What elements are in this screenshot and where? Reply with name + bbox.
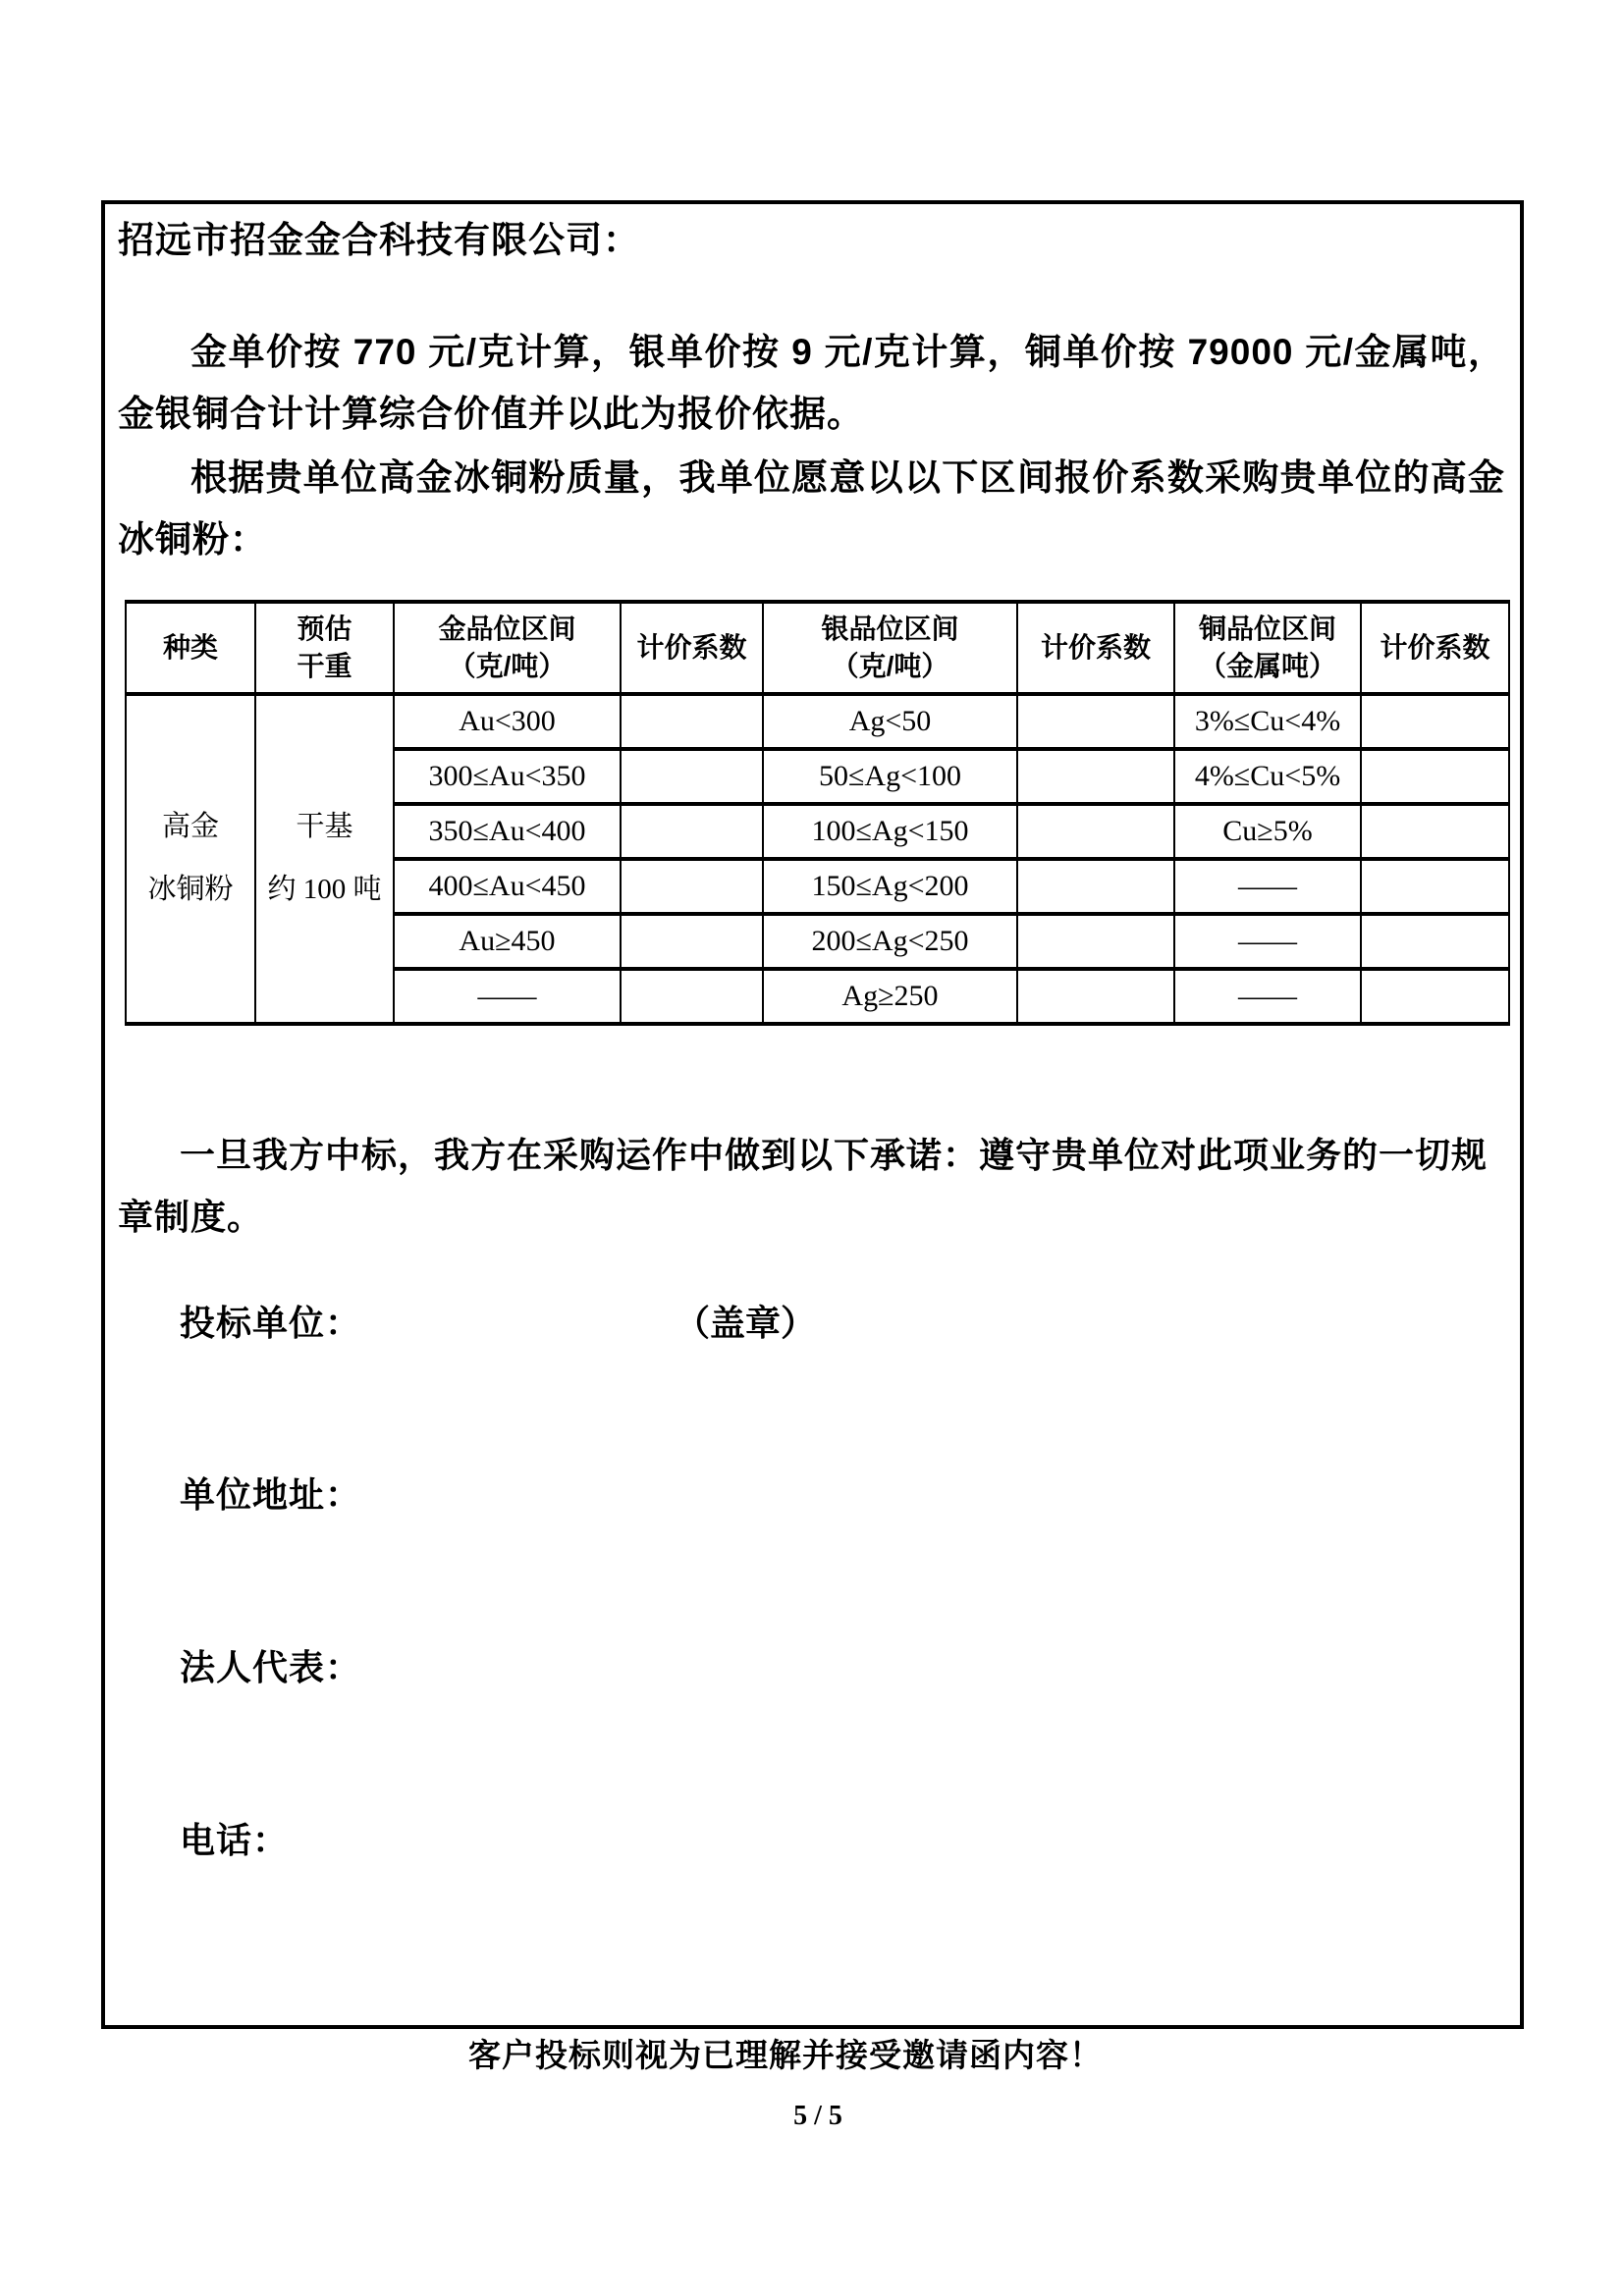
cell-gold-range: 400≤Au<450 [394, 859, 621, 914]
cell-copper-range: 4%≤Cu<5% [1174, 749, 1361, 804]
col-header-copper-coefficient: 计价系数 [1361, 602, 1509, 694]
cell-silver-range: 100≤Ag<150 [763, 804, 1017, 859]
cell-copper-range: —— [1174, 859, 1361, 914]
cell-silver-coef [1017, 914, 1174, 969]
cell-copper-coef [1361, 749, 1509, 804]
cell-copper-range: —— [1174, 969, 1361, 1024]
cell-dry-weight: 干基 约 100 吨 [255, 694, 394, 1024]
bidder-unit-label: 投标单位： [180, 1303, 362, 1343]
col-header-silver-coefficient: 计价系数 [1017, 602, 1174, 694]
cell-gold-range: 350≤Au<400 [394, 804, 621, 859]
cell-gold-range: Au<300 [394, 694, 621, 749]
table-row [126, 694, 1509, 749]
col-header-est-dry-weight: 预估 干重 [255, 602, 394, 694]
cell-silver-coef [1017, 749, 1174, 804]
col-header-silver-grade-range: 银品位区间 （克/吨） [763, 602, 1017, 694]
table-header-row [126, 602, 1509, 694]
cell-silver-range: Ag≥250 [763, 969, 1017, 1024]
cell-copper-coef [1361, 804, 1509, 859]
cell-silver-range: 50≤Ag<100 [763, 749, 1017, 804]
cell-silver-coef [1017, 804, 1174, 859]
cell-gold-coef [621, 859, 763, 914]
recipient-company: 招远市招金金合科技有限公司： [118, 220, 640, 260]
cell-copper-coef [1361, 914, 1509, 969]
page-number: 5 / 5 [793, 2101, 842, 2131]
cell-silver-coef [1017, 694, 1174, 749]
quote-intro-paragraph: 根据贵单位高金冰铜粉质量，我单位愿意以以下区间报价系数采购贵单位的高金冰铜粉： [118, 457, 1505, 560]
cell-gold-coef [621, 969, 763, 1024]
legal-representative-label: 法人代表： [180, 1647, 362, 1687]
cell-gold-coef [621, 694, 763, 749]
cell-silver-range: 200≤Ag<250 [763, 914, 1017, 969]
unit-address-label: 单位地址： [180, 1474, 362, 1515]
cell-silver-coef [1017, 969, 1174, 1024]
cell-gold-range: —— [394, 969, 621, 1024]
cell-copper-coef [1361, 969, 1509, 1024]
cell-silver-range: 150≤Ag<200 [763, 859, 1017, 914]
cell-copper-range: 3%≤Cu<4% [1174, 694, 1361, 749]
pricing-coefficient-table [125, 600, 1510, 1026]
cell-gold-coef [621, 914, 763, 969]
footer-note: 客户投标则视为已理解并接受邀请函内容！ [468, 2037, 1103, 2073]
cell-category: 高金 冰铜粉 [126, 694, 255, 1024]
cell-gold-range: 300≤Au<350 [394, 749, 621, 804]
cell-gold-coef [621, 749, 763, 804]
pricing-paragraph: 金单价按 770 元/克计算，银单价按 9 元/克计算，铜单价按 79000 元/金属吨，金银铜合计计算综合价值并以此为报价依据。 [118, 332, 1505, 434]
cell-silver-coef [1017, 859, 1174, 914]
cell-copper-range: Cu≥5% [1174, 804, 1361, 859]
cell-copper-coef [1361, 694, 1509, 749]
seal-label: （盖章） [675, 1303, 817, 1343]
cell-copper-range: —— [1174, 914, 1361, 969]
cell-gold-range: Au≥450 [394, 914, 621, 969]
cell-gold-coef [621, 804, 763, 859]
col-header-gold-coefficient: 计价系数 [621, 602, 763, 694]
phone-label: 电话： [180, 1820, 290, 1860]
commitment-paragraph: 一旦我方中标，我方在采购运作中做到以下承诺：遵守贵单位对此项业务的一切规章制度。 [118, 1135, 1489, 1237]
col-header-copper-grade-range: 铜品位区间 （金属吨） [1174, 602, 1361, 694]
col-header-kind: 种类 [126, 602, 255, 694]
cell-copper-coef [1361, 859, 1509, 914]
cell-silver-range: Ag<50 [763, 694, 1017, 749]
col-header-gold-grade-range: 金品位区间 （克/吨） [394, 602, 621, 694]
